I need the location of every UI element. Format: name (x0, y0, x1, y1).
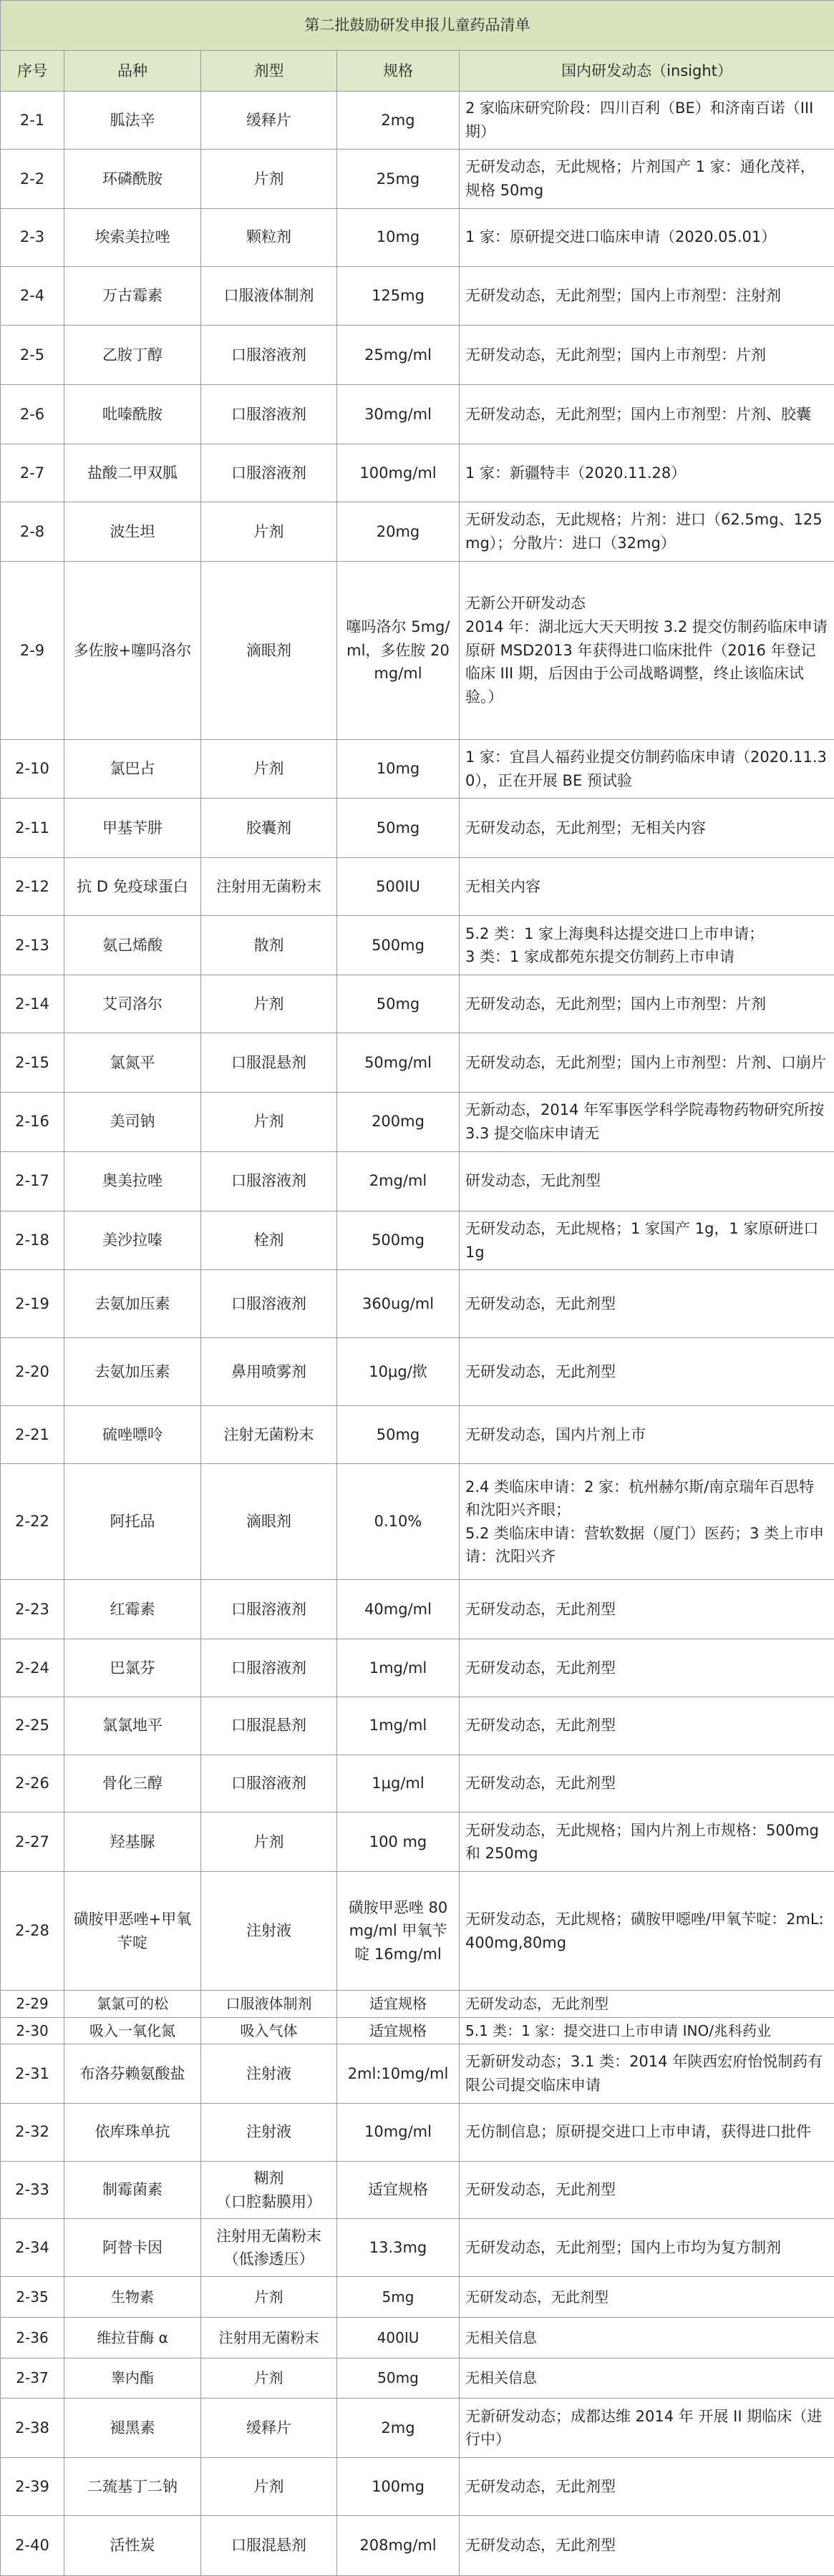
cell-no: 2-29 (1, 1991, 64, 2017)
cell-form: 片剂 (201, 739, 337, 799)
cell-name: 活性炭 (64, 2515, 201, 2575)
table-row (1, 1033, 834, 1092)
cell-name: 维拉苷酶 α (64, 2317, 201, 2358)
cell-spec: 2mg/ml (337, 1151, 460, 1211)
cell-spec: 30mg/ml (337, 385, 460, 444)
cell-spec: 1μg/ml (337, 1755, 460, 1813)
header-no: 序号 (1, 51, 64, 92)
cell-spec: 500mg (337, 916, 460, 975)
cell-name: 羟基脲 (64, 1813, 201, 1872)
cell-spec: 125mg (337, 266, 460, 326)
cell-form: 滴眼剂 (201, 561, 337, 739)
cell-no: 2-26 (1, 1755, 64, 1813)
cell-spec: 5mg (337, 2277, 460, 2318)
cell-name: 氯巴占 (64, 739, 201, 799)
cell-form: 注射液 (201, 2103, 337, 2161)
cell-name: 依库珠单抗 (64, 2103, 201, 2161)
cell-no: 2-12 (1, 858, 64, 916)
cell-no: 2-28 (1, 1872, 64, 1991)
cell-no: 2-20 (1, 1338, 64, 1406)
cell-name: 盐酸二甲双胍 (64, 444, 201, 502)
cell-spec: 噻吗洛尔 5mg/ml，多佐胺 20mg/ml (337, 561, 460, 739)
cell-form: 口服液体制剂 (201, 1991, 337, 2017)
table-row (1, 975, 834, 1033)
cell-no: 2-21 (1, 1406, 64, 1464)
cell-form: 口服溶液剂 (201, 444, 337, 502)
cell-dev: 无研发动态，无此剂型 (460, 2515, 834, 2575)
cell-no: 2-2 (1, 149, 64, 208)
cell-name: 磺胺甲恶唑+甲氧苄啶 (64, 1872, 201, 1991)
cell-spec: 10μg/揿 (337, 1338, 460, 1406)
cell-name: 氯氯地平 (64, 1697, 201, 1755)
cell-dev: 无研发动态，无此剂型；国内上市剂型：片剂、口崩片 (460, 1033, 834, 1092)
cell-form: 胶囊剂 (201, 799, 337, 858)
cell-form: 片剂 (201, 502, 337, 562)
cell-dev: 1 家：宜昌人福药业提交仿制药临床申请（2020.11.30），正在开展 BE 预试验 (460, 739, 834, 799)
cell-form: 口服溶液剂 (201, 385, 337, 444)
cell-name: 氨己烯酸 (64, 916, 201, 975)
cell-dev: 无新研发动态；成都达维 2014 年 开展 II 期临床（进行中） (460, 2399, 834, 2458)
table-row (1, 1813, 834, 1872)
cell-name: 生物素 (64, 2277, 201, 2318)
cell-form: 口服溶液剂 (201, 1639, 337, 1697)
table-row (1, 208, 834, 266)
cell-form: 注射用无菌粉末 (201, 2317, 337, 2358)
cell-spec: 500mg (337, 1211, 460, 1270)
cell-spec: 1mg/ml (337, 1697, 460, 1755)
cell-form: 散剂 (201, 916, 337, 975)
cell-spec: 20mg (337, 502, 460, 562)
cell-dev: 无相关信息 (460, 2317, 834, 2358)
cell-dev: 无研发动态，无此剂型 (460, 1338, 834, 1406)
cell-name: 骨化三醇 (64, 1755, 201, 1813)
cell-dev: 无研发动态，无此剂型 (460, 2161, 834, 2219)
table-row (1, 2044, 834, 2103)
cell-spec: 500IU (337, 858, 460, 916)
cell-form: 颗粒剂 (201, 208, 337, 266)
table-row (1, 1464, 834, 1580)
cell-spec: 50mg (337, 1406, 460, 1464)
table-row (1, 1755, 834, 1813)
cell-dev: 无研发动态，无此剂型 (460, 1639, 834, 1697)
cell-name: 睾内酯 (64, 2358, 201, 2399)
cell-dev: 无研发动态，无此剂型 (460, 2277, 834, 2318)
table-row (1, 1406, 834, 1464)
cell-form: 注射液 (201, 1872, 337, 1991)
cell-no: 2-8 (1, 502, 64, 562)
cell-spec: 50mg/ml (337, 1033, 460, 1092)
cell-spec: 100mg (337, 2458, 460, 2516)
cell-dev: 无相关内容 (460, 858, 834, 916)
title-row (1, 1, 834, 51)
table-row (1, 385, 834, 444)
table-row (1, 1211, 834, 1270)
cell-dev: 5.2 类：1 家上海奥科达提交进口上市申请； 3 类：1 家成都苑东提交仿制药上市申请 (460, 916, 834, 975)
header-spec: 规格 (337, 51, 460, 92)
table-row (1, 444, 834, 502)
cell-spec: 100mg/ml (337, 444, 460, 502)
table-row (1, 2317, 834, 2358)
table-row (1, 2399, 834, 2458)
cell-name: 去氨加压素 (64, 1270, 201, 1338)
cell-spec: 2mg (337, 92, 460, 150)
cell-dev: 无研发动态，无此剂型 (460, 1270, 834, 1338)
cell-dev: 无新公开研发动态 2014 年：湖北远大天天明按 3.2 提交仿制药临床申请 原研 MSD2013 年获得进口临床批件（2016 年登记临床 III 期，后因由于公司战略调整，终止该临床试验。） (460, 561, 834, 739)
cell-spec: 50mg (337, 975, 460, 1033)
table-row (1, 1991, 834, 2017)
cell-form: 片剂 (201, 975, 337, 1033)
cell-name: 乙胺丁醇 (64, 326, 201, 385)
cell-dev: 无研发动态，无此剂型 (460, 2458, 834, 2516)
cell-dev: 无研发动态，无此剂型；国内上市剂型：注射剂 (460, 266, 834, 326)
table-row (1, 2161, 834, 2219)
cell-no: 2-38 (1, 2399, 64, 2458)
table-row (1, 1092, 834, 1151)
table-row (1, 1697, 834, 1755)
cell-form: 缓释片 (201, 92, 337, 150)
cell-spec: 360ug/ml (337, 1270, 460, 1338)
cell-form: 口服混悬剂 (201, 1697, 337, 1755)
cell-no: 2-23 (1, 1580, 64, 1639)
cell-name: 万古霉素 (64, 266, 201, 326)
cell-form: 注射用无菌粉末 （低渗透压） (201, 2219, 337, 2277)
cell-spec: 10mg/ml (337, 2103, 460, 2161)
cell-spec: 适宜规格 (337, 2161, 460, 2219)
cell-spec: 50mg (337, 799, 460, 858)
cell-name: 吡嗪酰胺 (64, 385, 201, 444)
table-row (1, 1338, 834, 1406)
header-dev: 国内研发动态（insight） (460, 51, 834, 92)
cell-name: 埃索美拉唑 (64, 208, 201, 266)
cell-dev: 无相关信息 (460, 2358, 834, 2399)
cell-dev: 无研发动态，无此剂型 (460, 1755, 834, 1813)
cell-form: 缓释片 (201, 2399, 337, 2458)
cell-name: 氯氯可的松 (64, 1991, 201, 2017)
cell-no: 2-3 (1, 208, 64, 266)
cell-no: 2-25 (1, 1697, 64, 1755)
table-row (1, 1872, 834, 1991)
cell-name: 巴氯芬 (64, 1639, 201, 1697)
cell-spec: 25mg/ml (337, 326, 460, 385)
cell-no: 2-31 (1, 2044, 64, 2103)
cell-form: 鼻用喷雾剂 (201, 1338, 337, 1406)
table-row (1, 92, 834, 150)
cell-form: 片剂 (201, 2358, 337, 2399)
cell-name: 阿托品 (64, 1464, 201, 1580)
cell-spec: 适宜规格 (337, 1991, 460, 2017)
cell-dev: 2 家临床研究阶段：四川百利（BE）和济南百诺（III 期） (460, 92, 834, 150)
cell-no: 2-4 (1, 266, 64, 326)
table-row (1, 2103, 834, 2161)
cell-no: 2-15 (1, 1033, 64, 1092)
cell-name: 波生坦 (64, 502, 201, 562)
table-row (1, 1270, 834, 1338)
cell-spec: 25mg (337, 149, 460, 208)
cell-no: 2-22 (1, 1464, 64, 1580)
cell-name: 抗 D 免疫球蛋白 (64, 858, 201, 916)
cell-spec: 10mg (337, 208, 460, 266)
cell-spec: 100 mg (337, 1813, 460, 1872)
cell-name: 红霉素 (64, 1580, 201, 1639)
cell-dev: 无新研发动态；3.1 类：2014 年陕西宏府怡悦制药有限公司提交临床申请 (460, 2044, 834, 2103)
cell-spec: 10mg (337, 739, 460, 799)
cell-no: 2-27 (1, 1813, 64, 1872)
cell-spec: 400IU (337, 2317, 460, 2358)
cell-dev: 无研发动态，无此剂型；国内上市剂型：片剂 (460, 326, 834, 385)
cell-name: 氯氮平 (64, 1033, 201, 1092)
table-body (1, 92, 834, 2576)
cell-no: 2-5 (1, 326, 64, 385)
cell-dev: 5.1 类：1 家：提交进口上市申请 INO/兆科药业 (460, 2017, 834, 2044)
table-row (1, 858, 834, 916)
cell-no: 2-30 (1, 2017, 64, 2044)
cell-form: 口服溶液剂 (201, 1580, 337, 1639)
cell-form: 注射用无菌粉末 (201, 858, 337, 916)
cell-dev: 1 家：原研提交进口临床申请（2020.05.01） (460, 208, 834, 266)
cell-no: 2-13 (1, 916, 64, 975)
cell-no: 2-10 (1, 739, 64, 799)
cell-dev: 无研发动态，无此剂型；国内上市剂型：片剂 (460, 975, 834, 1033)
cell-name: 美司钠 (64, 1092, 201, 1151)
cell-dev: 2.4 类临床申请：2 家：杭州赫尔斯/南京瑞年百思特和沈阳兴齐眼； 5.2 类临床申请：营软数据（厦门）医药；3 类上市申请：沈阳兴齐 (460, 1464, 834, 1580)
cell-no: 2-39 (1, 2458, 64, 2516)
table-row (1, 1639, 834, 1697)
cell-dev: 无研发动态，无此剂型 (460, 1580, 834, 1639)
cell-dev: 无研发动态，无此规格；片剂国产 1 家：通化茂祥，规格 50mg (460, 149, 834, 208)
cell-form: 口服溶液剂 (201, 1270, 337, 1338)
cell-dev: 无研发动态，无此剂型；国内上市均为复方制剂 (460, 2219, 834, 2277)
cell-form: 糊剂 （口腔黏膜用） (201, 2161, 337, 2219)
cell-name: 甲基苄肼 (64, 799, 201, 858)
table-row (1, 1151, 834, 1211)
cell-spec: 2ml:10mg/ml (337, 2044, 460, 2103)
cell-name: 奥美拉唑 (64, 1151, 201, 1211)
table-row (1, 739, 834, 799)
table-row (1, 799, 834, 858)
cell-form: 片剂 (201, 2458, 337, 2516)
cell-form: 吸入气体 (201, 2017, 337, 2044)
table-row (1, 561, 834, 739)
cell-no: 2-1 (1, 92, 64, 150)
cell-name: 二巯基丁二钠 (64, 2458, 201, 2516)
cell-no: 2-32 (1, 2103, 64, 2161)
cell-dev: 研发动态，无此剂型 (460, 1151, 834, 1211)
cell-spec: 磺胺甲恶唑 80mg/ml 甲氧苄啶 16mg/ml (337, 1872, 460, 1991)
cell-no: 2-7 (1, 444, 64, 502)
cell-dev: 无研发动态，无此剂型；国内上市剂型：片剂、胶囊 (460, 385, 834, 444)
cell-no: 2-6 (1, 385, 64, 444)
cell-form: 片剂 (201, 149, 337, 208)
table-row (1, 2017, 834, 2044)
cell-dev: 无新动态，2014 年军事医学科学院毒物药物研究所按 3.3 提交临床申请无 (460, 1092, 834, 1151)
cell-spec: 0.10% (337, 1464, 460, 1580)
cell-form: 片剂 (201, 1813, 337, 1872)
cell-name: 多佐胺+噻吗洛尔 (64, 561, 201, 739)
table-row (1, 1580, 834, 1639)
cell-no: 2-40 (1, 2515, 64, 2575)
cell-no: 2-35 (1, 2277, 64, 2318)
cell-no: 2-19 (1, 1270, 64, 1338)
table-row (1, 2277, 834, 2318)
cell-no: 2-24 (1, 1639, 64, 1697)
header-row (1, 51, 834, 92)
table-row (1, 2458, 834, 2516)
cell-dev: 无研发动态，无此规格；国内片剂上市规格：500mg 和 250mg (460, 1813, 834, 1872)
cell-no: 2-11 (1, 799, 64, 858)
cell-form: 注射无菌粉末 (201, 1406, 337, 1464)
cell-name: 布洛芬赖氨酸盐 (64, 2044, 201, 2103)
cell-spec: 适宜规格 (337, 2017, 460, 2044)
table-row (1, 2515, 834, 2575)
table-title: 第二批鼓励研发申报儿童药品清单 (1, 1, 834, 51)
cell-name: 艾司洛尔 (64, 975, 201, 1033)
cell-name: 硫唑嘌呤 (64, 1406, 201, 1464)
cell-spec: 50mg (337, 2358, 460, 2399)
cell-spec: 208mg/ml (337, 2515, 460, 2575)
cell-no: 2-18 (1, 1211, 64, 1270)
cell-no: 2-37 (1, 2358, 64, 2399)
cell-no: 2-33 (1, 2161, 64, 2219)
cell-dev: 无仿制信息；原研提交进口上市申请，获得进口批件 (460, 2103, 834, 2161)
cell-spec: 2mg (337, 2399, 460, 2458)
cell-dev: 1 家：新疆特丰（2020.11.28） (460, 444, 834, 502)
cell-form: 片剂 (201, 2277, 337, 2318)
table-row (1, 2219, 834, 2277)
cell-no: 2-9 (1, 561, 64, 739)
cell-form: 口服溶液剂 (201, 326, 337, 385)
cell-form: 滴眼剂 (201, 1464, 337, 1580)
cell-dev: 无研发动态，无此规格；1 家国产 1g，1 家原研进口 1g (460, 1211, 834, 1270)
cell-name: 制霉菌素 (64, 2161, 201, 2219)
cell-form: 口服溶液剂 (201, 1151, 337, 1211)
cell-form: 口服液体制剂 (201, 266, 337, 326)
cell-spec: 200mg (337, 1092, 460, 1151)
cell-dev: 无研发动态，无此剂型；无相关内容 (460, 799, 834, 858)
header-form: 剂型 (201, 51, 337, 92)
cell-name: 吸入一氧化氮 (64, 2017, 201, 2044)
cell-dev: 无研发动态，无此剂型 (460, 1697, 834, 1755)
cell-dev: 无研发动态，无此规格；片剂：进口（62.5mg、125mg）；分散片：进口（32mg） (460, 502, 834, 562)
cell-form: 口服混悬剂 (201, 2515, 337, 2575)
cell-name: 去氨加压素 (64, 1338, 201, 1406)
header-name: 品种 (64, 51, 201, 92)
cell-no: 2-34 (1, 2219, 64, 2277)
cell-no: 2-16 (1, 1092, 64, 1151)
cell-form: 片剂 (201, 1092, 337, 1151)
cell-dev: 无研发动态，无此剂型 (460, 1991, 834, 2017)
table-row (1, 916, 834, 975)
cell-form: 栓剂 (201, 1211, 337, 1270)
cell-name: 胍法辛 (64, 92, 201, 150)
cell-name: 环磷酰胺 (64, 149, 201, 208)
cell-no: 2-14 (1, 975, 64, 1033)
table-row (1, 266, 834, 326)
cell-no: 2-36 (1, 2317, 64, 2358)
cell-no: 2-17 (1, 1151, 64, 1211)
cell-dev: 无研发动态，国内片剂上市 (460, 1406, 834, 1464)
table-row (1, 326, 834, 385)
cell-form: 注射液 (201, 2044, 337, 2103)
cell-form: 口服混悬剂 (201, 1033, 337, 1092)
cell-name: 褪黑素 (64, 2399, 201, 2458)
table-row (1, 502, 834, 562)
cell-form: 口服溶液剂 (201, 1755, 337, 1813)
cell-spec: 13.3mg (337, 2219, 460, 2277)
cell-spec: 1mg/ml (337, 1639, 460, 1697)
cell-spec: 40mg/ml (337, 1580, 460, 1639)
cell-name: 阿替卡因 (64, 2219, 201, 2277)
table-row (1, 149, 834, 208)
table-row (1, 2358, 834, 2399)
cell-dev: 无研发动态，无此规格；磺胺甲噁唑/甲氧苄啶：2mL:400mg,80mg (460, 1872, 834, 1991)
cell-name: 美沙拉嗪 (64, 1211, 201, 1270)
